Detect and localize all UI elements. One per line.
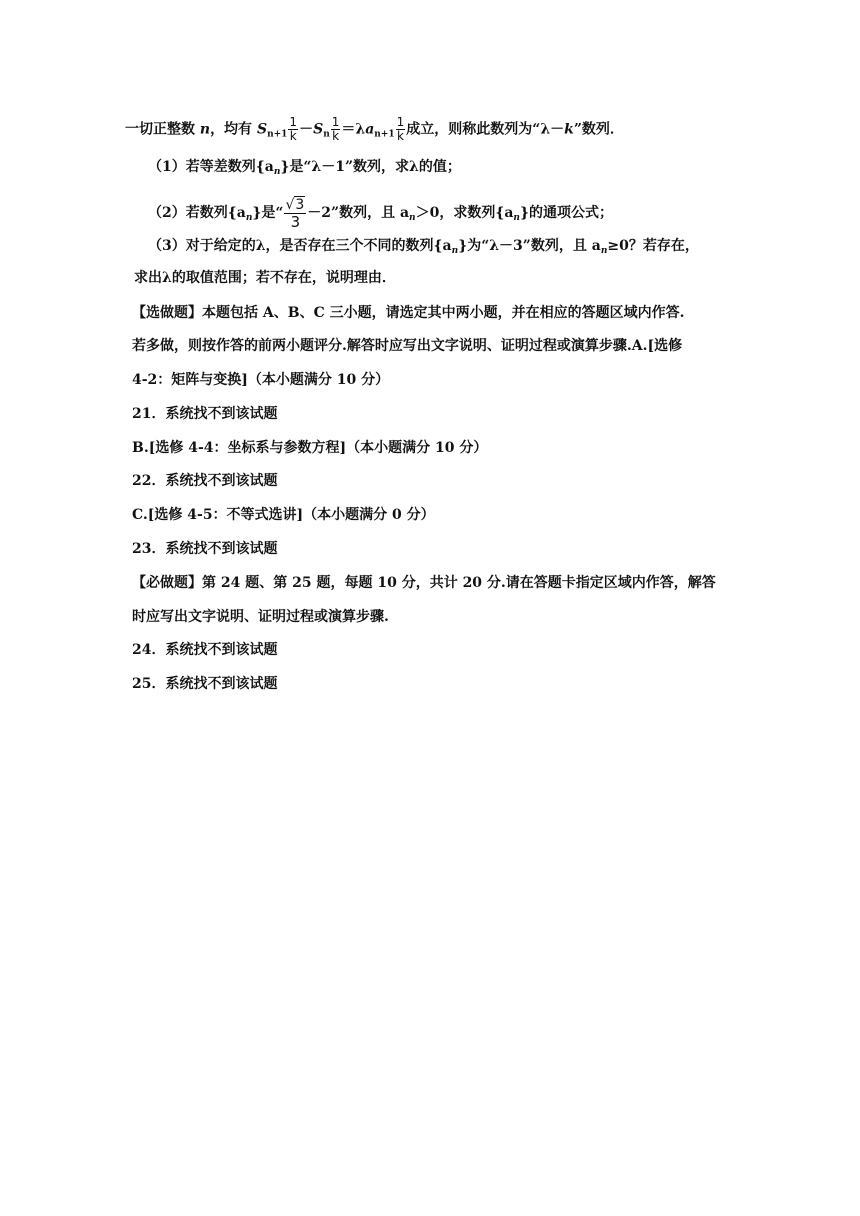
elective-instructions: 【选做题】本题包括 A、B、C 三小题，请选定其中两小题，并在相应的答题区域内作答. xyxy=(132,305,685,321)
question-3-cont: 求出λ的取值范围；若不存在，说明理由． xyxy=(134,270,396,286)
question-text: }是“ xyxy=(252,205,284,221)
equals-lambda: ＝λ xyxy=(341,121,366,138)
fraction-denominator: k xyxy=(332,129,340,143)
question-text: （1）若等差数列{a xyxy=(148,159,274,175)
var-k: k xyxy=(564,121,574,138)
section-c-heading: C.[选修 4-5：不等式选讲]（本小题满分 0 分） xyxy=(132,507,435,523)
fraction xyxy=(288,116,298,143)
subscript: n+1 xyxy=(374,129,395,140)
subscript: n xyxy=(323,129,330,140)
intro-text: ”数列． xyxy=(573,121,624,138)
var-S: S xyxy=(256,121,268,138)
sqrt-sign: √3 xyxy=(285,197,305,213)
question-text: （3）对于给定的λ，是否存在三个不同的数列{a xyxy=(148,238,452,254)
intro-text: 成立，则称此数列为“λ－ xyxy=(406,121,565,138)
fraction-denominator: 3 xyxy=(290,213,301,231)
minus-sign: － xyxy=(299,121,314,138)
question-23: 23．系统找不到该试题 xyxy=(132,541,278,557)
question-21: 21．系统找不到该试题 xyxy=(132,406,278,422)
fraction-denominator: k xyxy=(289,129,297,143)
subscript: n+1 xyxy=(267,129,288,140)
subscript: n xyxy=(513,213,520,223)
sqrt3-over-3-fraction xyxy=(284,196,306,230)
required-instructions: 时应写出文字说明、证明过程或演算步骤. xyxy=(132,609,389,625)
question-22: 22．系统找不到该试题 xyxy=(132,473,278,489)
section-b-heading: B.[选修 4-4：坐标系与参数方程]（本小题满分 10 分） xyxy=(132,440,488,456)
fraction-numerator: 1 xyxy=(289,115,298,129)
question-text: －2”数列，且 a xyxy=(307,205,410,221)
question-1 xyxy=(148,157,461,182)
required-instructions: 【必做题】第 24 题、第 25 题，每题 10 分，共计 20 分.请在答题卡指定区域内作答，解答 xyxy=(132,575,716,591)
intro-text: ，均有 xyxy=(210,121,257,138)
fraction-denominator: k xyxy=(396,129,404,143)
question-text: }是“λ－1”数列，求λ的值； xyxy=(280,159,461,175)
subscript: n xyxy=(451,246,459,256)
question-2 xyxy=(148,196,613,230)
question-24: 24．系统找不到该试题 xyxy=(132,642,278,658)
question-3 xyxy=(148,236,699,261)
subscript: n xyxy=(245,213,253,223)
fraction-numerator: 1 xyxy=(331,115,340,129)
elective-instructions: 若多做，则按作答的前两小题评分.解答时应写出文字说明、证明过程或演算步骤.A.[选修 xyxy=(132,338,683,354)
question-text: }为“λ－3”数列，且 a xyxy=(458,238,601,254)
intro-line xyxy=(125,116,624,145)
subscript: n xyxy=(273,167,281,177)
question-text: }的通项公式； xyxy=(519,205,613,221)
var-n: n xyxy=(199,121,211,138)
var-a: a xyxy=(365,121,375,138)
section-a-heading: 4-2：矩阵与变换]（本小题满分 10 分） xyxy=(132,372,390,388)
subscript: n xyxy=(600,246,608,256)
fraction xyxy=(331,116,341,143)
question-text: （2）若数列{a xyxy=(148,205,246,221)
radicand: 3 xyxy=(295,197,305,213)
question-25: 25．系统找不到该试题 xyxy=(132,676,278,692)
subscript: n xyxy=(409,213,416,223)
question-text: ＞0，求数列{a xyxy=(415,205,514,221)
var-S: S xyxy=(313,121,324,138)
intro-text: 一切正整数 xyxy=(125,121,200,138)
fraction-numerator: 1 xyxy=(396,115,405,129)
fraction xyxy=(396,116,406,143)
question-text: ≥0？若存在， xyxy=(607,238,699,254)
